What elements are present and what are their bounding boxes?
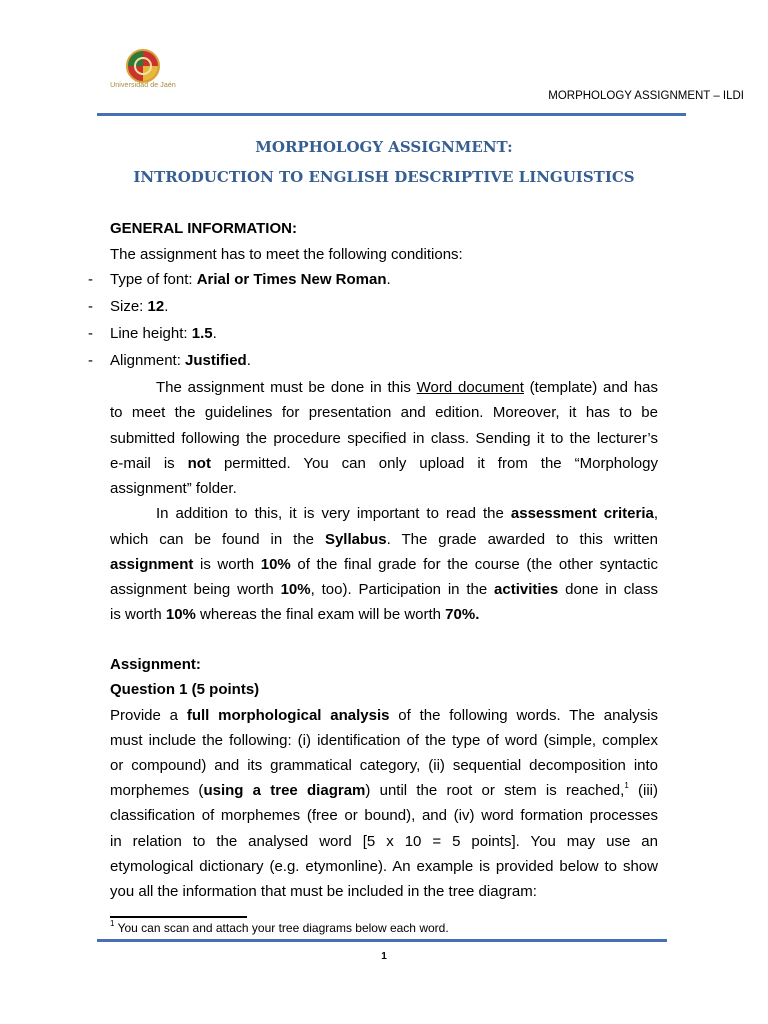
footnote-number: 1 bbox=[110, 919, 115, 928]
condition-alignment: Alignment: Justified. bbox=[110, 352, 251, 369]
document-subtitle: INTRODUCTION TO ENGLISH DESCRIPTIVE LINGUISTICS bbox=[133, 168, 635, 186]
university-seal-icon bbox=[126, 49, 160, 83]
paragraph-line: to meet the guidelines for presentation and edition. Moreover, it has to be bbox=[110, 404, 658, 421]
footer-rule bbox=[97, 939, 667, 942]
logo-text: Universidad de Jaén bbox=[110, 82, 176, 89]
question-line: etymological dictionary (e.g. etymonline). An example is provided below to show bbox=[110, 858, 658, 875]
paragraph-line: assignment being worth 10%, too). Participation in the activities done in class bbox=[110, 581, 658, 598]
condition-line-height: Line height: 1.5. bbox=[110, 325, 217, 342]
paragraph-line: The assignment must be done in this Word document (template) and has bbox=[156, 379, 658, 396]
general-information-heading: GENERAL INFORMATION: bbox=[110, 220, 297, 237]
list-dash: - bbox=[88, 271, 93, 288]
question-line: must include the following: (i) identification of the type of word (simple, complex bbox=[110, 732, 658, 749]
question-line: Provide a full morphological analysis of the following words. The analysis bbox=[110, 707, 658, 724]
question-line: in relation to the analysed word [5 x 10 = 5 points]. You may use an bbox=[110, 833, 658, 850]
header-rule bbox=[97, 113, 686, 116]
paragraph-line: is worth 10% whereas the final exam will be worth 70%. bbox=[110, 606, 480, 623]
conditions-intro: The assignment has to meet the following conditions: bbox=[110, 246, 463, 263]
question-line: classification of morphemes (free or bound), and (iv) word formation processes bbox=[110, 807, 658, 824]
header-title: MORPHOLOGY ASSIGNMENT – ILDI bbox=[548, 90, 744, 102]
list-dash: - bbox=[88, 325, 93, 342]
question-heading: Question 1 (5 points) bbox=[110, 681, 260, 698]
list-dash: - bbox=[88, 352, 93, 369]
footnote: $^1$ You can scan and attach your tree diagrams below each word. bbox=[110, 919, 449, 935]
paragraph-line: which can be found in the Syllabus. The grade awarded to this written bbox=[110, 531, 658, 548]
paragraph-line: In addition to this, it is very important to read the assessment criteria, bbox=[156, 505, 659, 522]
question-line: you all the information that must be included in the tree diagram: bbox=[110, 883, 537, 900]
question-line: morphemes (using a tree diagram) until the root or stem is reached,$^1$ (iii) bbox=[110, 781, 659, 799]
page-number: 1 bbox=[381, 951, 387, 962]
document-title: MORPHOLOGY ASSIGNMENT: bbox=[255, 138, 513, 156]
paragraph-line: assignment” folder. bbox=[110, 480, 237, 497]
footnote-marker: 1 bbox=[624, 781, 629, 790]
paragraph-line: assignment is worth 10% of the final grade for the course (the other syntactic bbox=[110, 556, 659, 573]
paragraph-line: e-mail is not permitted. You can only upload it from the “Morphology bbox=[110, 455, 658, 472]
word-document-link[interactable]: Word document bbox=[416, 379, 524, 396]
footnote-separator bbox=[110, 916, 247, 918]
condition-size: Size: 12. bbox=[110, 298, 169, 315]
list-dash: - bbox=[88, 298, 93, 315]
assignment-heading: Assignment: bbox=[110, 656, 201, 673]
question-line: or compound) and its grammatical category, (ii) sequential decomposition into bbox=[110, 757, 658, 774]
paragraph-line: submitted following the procedure specified in class. Sending it to the lecturer’s bbox=[110, 430, 658, 447]
condition-font: Type of font: Arial or Times New Roman. bbox=[110, 271, 391, 288]
university-logo bbox=[104, 49, 182, 93]
